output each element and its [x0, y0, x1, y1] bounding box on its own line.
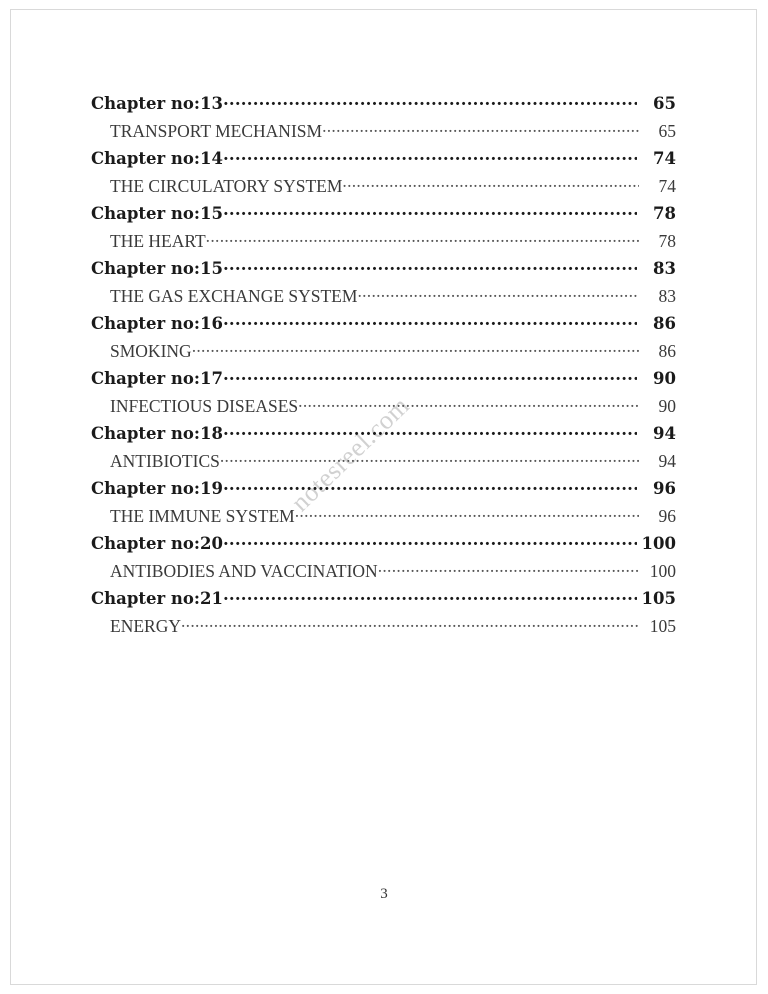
toc-leader-dots	[378, 559, 639, 577]
toc-entry-page-number: 100	[641, 533, 676, 553]
toc-section-row[interactable]	[110, 394, 676, 422]
toc-leader-dots	[223, 257, 637, 274]
toc-entry-label: Chapter no:17	[91, 368, 223, 388]
toc-chapter-row[interactable]	[91, 92, 676, 119]
toc-entry-label: ENERGY	[110, 615, 181, 636]
toc-section-row[interactable]	[110, 174, 676, 202]
toc-section-row[interactable]	[110, 614, 676, 642]
toc-leader-dots	[342, 174, 639, 192]
toc-chapter-row[interactable]	[91, 422, 676, 449]
toc-leader-dots	[223, 312, 637, 329]
toc-entry-label: Chapter no:13	[91, 93, 223, 113]
toc-entry-page-number: 86	[658, 340, 676, 361]
toc-entry-page-number: 96	[658, 505, 676, 526]
toc-entry-page-number: 74	[653, 148, 676, 168]
toc-chapter-row[interactable]	[91, 532, 676, 559]
toc-entry-page-number: 78	[658, 230, 676, 251]
page-number: 3	[380, 886, 388, 902]
toc-leader-dots	[295, 504, 639, 522]
toc-entry-page-number: 100	[649, 560, 676, 581]
toc-leader-dots	[220, 449, 639, 467]
toc-section-row[interactable]	[110, 339, 676, 367]
toc-entry-label: Chapter no:15	[91, 258, 223, 278]
toc-entry-label: Chapter no:18	[91, 423, 223, 443]
toc-leader-dots	[223, 477, 637, 494]
toc-chapter-row[interactable]	[91, 257, 676, 284]
toc-entry-label: Chapter no:20	[91, 533, 223, 553]
toc-entry-page-number: 94	[658, 450, 676, 471]
toc-chapter-row[interactable]	[91, 312, 676, 339]
toc-entry-label: ANTIBODIES AND VACCINATION	[110, 560, 378, 581]
toc-leader-dots	[357, 284, 639, 302]
toc-entry-label: THE HEART	[110, 230, 206, 251]
toc-section-row[interactable]	[110, 229, 676, 257]
toc-section-row[interactable]	[110, 559, 676, 587]
toc-entry-page-number: 94	[653, 423, 676, 443]
toc-entry-label: TRANSPORT MECHANISM	[110, 120, 323, 141]
toc-entry-page-number: 74	[658, 175, 676, 196]
toc-leader-dots	[223, 367, 637, 384]
toc-entry-label: INFECTIOUS DISEASES	[110, 395, 299, 416]
toc-entry-page-number: 83	[653, 258, 676, 278]
toc-section-row[interactable]	[110, 119, 676, 147]
toc-leader-dots	[223, 532, 637, 549]
watermark-text: notesreel.com	[285, 390, 415, 518]
toc-section-row[interactable]	[110, 504, 676, 532]
toc-leader-dots	[223, 202, 637, 219]
toc-entry-page-number: 83	[658, 285, 676, 306]
toc-leader-dots	[223, 147, 637, 164]
toc-leader-dots	[322, 119, 639, 137]
toc-entry-label: Chapter no:19	[91, 478, 223, 498]
toc-entry-page-number: 78	[653, 203, 676, 223]
toc-entry-label: Chapter no:21	[91, 588, 223, 608]
toc-entry-page-number: 90	[653, 368, 676, 388]
toc-section-row[interactable]	[110, 449, 676, 477]
toc-leader-dots	[206, 229, 639, 247]
toc-entry-page-number: 96	[653, 478, 676, 498]
toc-entry-page-number: 65	[653, 93, 676, 113]
toc-entry-label: SMOKING	[110, 340, 192, 361]
toc-leader-dots	[223, 422, 637, 439]
table-of-contents	[91, 92, 676, 642]
toc-entry-label: Chapter no:14	[91, 148, 223, 168]
toc-entry-label: THE GAS EXCHANGE SYSTEM	[110, 285, 358, 306]
toc-leader-dots	[223, 92, 637, 109]
toc-leader-dots	[181, 614, 639, 632]
toc-entry-page-number: 65	[658, 120, 676, 141]
toc-entry-page-number: 90	[658, 395, 676, 416]
toc-chapter-row[interactable]	[91, 587, 676, 614]
toc-entry-label: THE CIRCULATORY SYSTEM	[110, 175, 343, 196]
toc-entry-label: Chapter no:16	[91, 313, 223, 333]
toc-chapter-row[interactable]	[91, 477, 676, 504]
toc-section-row[interactable]	[110, 284, 676, 312]
toc-leader-dots	[192, 339, 639, 357]
toc-entry-page-number: 105	[649, 615, 676, 636]
toc-chapter-row[interactable]	[91, 367, 676, 394]
toc-entry-page-number: 86	[653, 313, 676, 333]
toc-chapter-row[interactable]	[91, 147, 676, 174]
toc-entry-page-number: 105	[641, 588, 676, 608]
toc-leader-dots	[223, 587, 637, 604]
toc-entry-label: THE IMMUNE SYSTEM	[110, 505, 295, 526]
toc-leader-dots	[298, 394, 639, 412]
toc-chapter-row[interactable]	[91, 202, 676, 229]
toc-entry-label: Chapter no:15	[91, 203, 223, 223]
toc-entry-label: ANTIBIOTICS	[110, 450, 220, 471]
